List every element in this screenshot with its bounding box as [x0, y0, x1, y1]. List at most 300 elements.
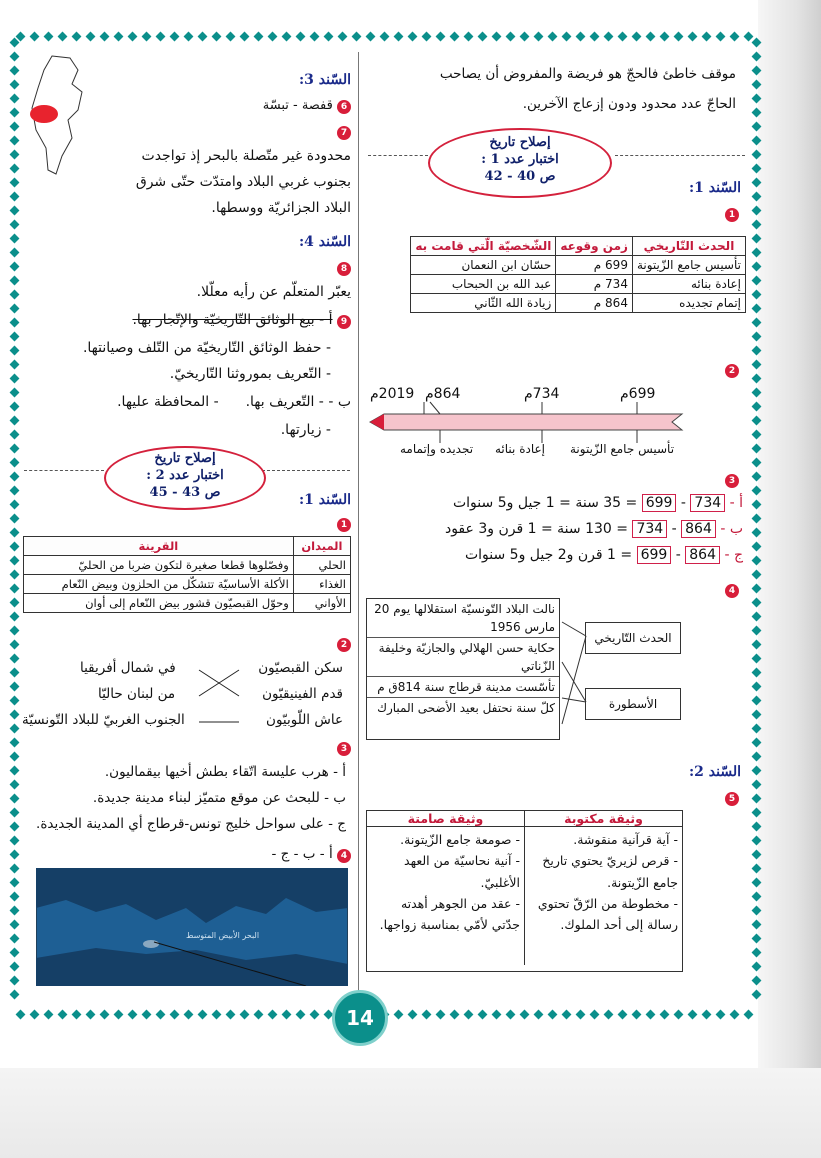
border-diamond: [10, 220, 20, 230]
table-cell: وفصّلوها قطعا صغيرة لتكون ضربا من الحليّ: [24, 556, 294, 575]
question-marker-2b: [337, 636, 351, 652]
border-diamond: [310, 32, 320, 42]
top-border: [14, 30, 759, 44]
calc-value: 734: [690, 494, 725, 512]
item-text: قفصة - تبسّة: [262, 98, 333, 113]
border-diamond: [506, 32, 516, 42]
col-header-event: الحدث التّاريخي: [632, 237, 745, 256]
border-diamond: [268, 1010, 278, 1020]
border-diamond: [10, 990, 20, 1000]
border-diamond: [10, 752, 20, 762]
border-diamond: [282, 32, 292, 42]
question-marker-8: [337, 260, 351, 276]
border-diamond: [744, 1010, 754, 1020]
calc-line-b: ب - 864 - 734 = 130 سنة = 1 قرن و3 عقود: [444, 521, 743, 537]
border-diamond: [338, 32, 348, 42]
border-diamond: [752, 934, 762, 944]
sanad-3-heading: السّند 3:: [298, 72, 351, 88]
border-diamond: [562, 32, 572, 42]
statement-3: تأسّست مدينة قرطاج سنة 814ق م: [367, 677, 559, 698]
border-diamond: [72, 32, 82, 42]
correction-badge-1: [428, 128, 612, 198]
border-diamond: [86, 32, 96, 42]
timeline-label-734: 734م: [524, 386, 560, 402]
border-diamond: [142, 1010, 152, 1020]
mediterranean-map: [36, 868, 348, 986]
border-diamond: [752, 262, 762, 272]
left-border: [8, 36, 22, 1011]
calc-line-c: ج - 864 - 699 = 1 قرن و2 جيل و5 سنوات: [464, 547, 743, 563]
item-text: أ - ب - ج -: [271, 846, 333, 862]
badge-test: اختبار عدد 2 :: [146, 468, 224, 483]
question-marker-1: [725, 206, 739, 222]
border-diamond: [10, 906, 20, 916]
border-diamond: [660, 32, 670, 42]
col-header-silent: وثيقة صامتة: [407, 811, 484, 826]
statement-box: [366, 598, 560, 740]
border-diamond: [752, 206, 762, 216]
border-diamond: [752, 486, 762, 496]
border-diamond: [752, 626, 762, 636]
table-row: [24, 594, 351, 613]
border-diamond: [752, 752, 762, 762]
border-diamond: [604, 1010, 614, 1020]
border-diamond: [10, 374, 20, 384]
question-marker-3b: [337, 740, 351, 756]
item-text: أ - بيع الوثائق التّاريخيّة والإتّجار بها.: [132, 312, 333, 328]
border-diamond: [10, 668, 20, 678]
calc-value: 864: [685, 546, 720, 564]
border-diamond: [716, 32, 726, 42]
border-diamond: [464, 1010, 474, 1020]
border-diamond: [632, 1010, 642, 1020]
border-diamond: [702, 32, 712, 42]
divider-right-2: [615, 155, 745, 156]
border-diamond: [752, 850, 762, 860]
match-right-2: من لبنان حاليّا: [98, 686, 176, 702]
border-diamond: [352, 32, 362, 42]
match-right-3: الجنوب الغربيّ للبلاد التّونسيّة: [22, 712, 185, 728]
border-diamond: [752, 710, 762, 720]
border-diamond: [282, 1010, 292, 1020]
border-diamond: [114, 1010, 124, 1020]
marker-number: 4: [725, 584, 739, 598]
table-cell: الأكلة الأساسيّة تتشكّل من الحلزون وبيض النّعام: [24, 575, 294, 594]
border-diamond: [10, 864, 20, 874]
border-diamond: [10, 304, 20, 314]
list-item: - عقد من الجوهر أهدته جدّتي لأمّي بمناسبة زواجها.: [379, 895, 520, 932]
border-diamond: [646, 32, 656, 42]
border-diamond: [10, 892, 20, 902]
border-diamond: [752, 332, 762, 342]
border-diamond: [366, 32, 376, 42]
border-diamond: [716, 1010, 726, 1020]
list-item: - آية قرآنية منقوشة.: [573, 832, 678, 847]
border-diamond: [752, 612, 762, 622]
calc-result: = 1 قرن و2 جيل و5 سنوات: [464, 547, 633, 563]
border-diamond: [752, 794, 762, 804]
border-diamond: [752, 598, 762, 608]
border-diamond: [752, 304, 762, 314]
border-diamond: [688, 1010, 698, 1020]
border-diamond: [752, 234, 762, 244]
border-diamond: [10, 38, 20, 48]
item-text: - التّعريف بها.: [245, 394, 324, 410]
list-item: - آنية نحاسيّة من العهد الأغلبيّ.: [404, 853, 520, 890]
timeline-event-2: إعادة بنائه: [495, 442, 545, 456]
statement-4: كلّ سنة نحتفل بعيد الأضحى المبارك: [377, 701, 555, 715]
border-diamond: [562, 1010, 572, 1020]
border-diamond: [10, 682, 20, 692]
arrow-line: [562, 622, 586, 636]
border-diamond: [752, 780, 762, 790]
border-diamond: [10, 626, 20, 636]
item-text: - المحافظة عليها.: [117, 394, 219, 410]
sanad-1b-heading: السّند 1:: [298, 492, 351, 508]
border-diamond: [590, 32, 600, 42]
item-9-list-2: - التّعريف بموروثنا التّاريخيّ.: [169, 366, 331, 382]
calc-line-a: أ - 734 - 699 = 35 سنة = 1 جيل و5 سنوات: [452, 495, 743, 511]
border-diamond: [632, 32, 642, 42]
border-diamond: [752, 108, 762, 118]
page-number-badge: 14: [332, 990, 388, 1046]
border-diamond: [310, 1010, 320, 1020]
timeline-label-699: 699م: [620, 386, 656, 402]
list-item: - مخطوطة من الرّقّ تحتوي رسالة إلى أحد الملوك.: [537, 895, 678, 932]
divider-left-1: [24, 470, 104, 471]
border-diamond: [10, 696, 20, 706]
calc-letter: ب -: [720, 521, 743, 537]
divider-left-2: [262, 470, 350, 471]
border-diamond: [226, 32, 236, 42]
border-diamond: [10, 976, 20, 986]
documents-table: [366, 810, 683, 972]
border-diamond: [752, 514, 762, 524]
item-9-a: [132, 312, 351, 329]
border-diamond: [10, 934, 20, 944]
border-diamond: [10, 150, 20, 160]
border-diamond: [752, 640, 762, 650]
border-diamond: [10, 948, 20, 958]
border-diamond: [10, 724, 20, 734]
question-marker-4: [725, 582, 739, 598]
marker-number: 2: [725, 364, 739, 378]
border-diamond: [10, 80, 20, 90]
border-diamond: [10, 584, 20, 594]
border-diamond: [752, 276, 762, 286]
correction-badge-2: [104, 446, 266, 510]
border-diamond: [58, 1010, 68, 1020]
border-diamond: [394, 32, 404, 42]
calc-value: 699: [642, 494, 677, 512]
border-diamond: [752, 500, 762, 510]
list-item: - صومعة جامع الزّيتونة.: [400, 832, 520, 847]
border-diamond: [436, 32, 446, 42]
tunisia-map-icon: [22, 52, 92, 182]
badge-title: إصلاح تاريخ: [489, 135, 551, 150]
table-cell: إعادة بنائه: [632, 275, 745, 294]
border-diamond: [10, 332, 20, 342]
border-diamond: [752, 136, 762, 146]
border-diamond: [30, 1010, 40, 1020]
sanad-4-heading: السّند 4:: [298, 234, 351, 250]
border-diamond: [226, 1010, 236, 1020]
category-event: الحدث التّاريخي: [585, 622, 681, 654]
match-arrows-4: [558, 600, 588, 740]
item-8: يعبّر المتعلّم عن رأيه معلّلا.: [196, 284, 351, 300]
border-diamond: [10, 542, 20, 552]
arrow-line: [562, 698, 586, 702]
border-diamond: [688, 32, 698, 42]
silent-docs: [367, 827, 524, 965]
border-diamond: [730, 1010, 740, 1020]
border-diamond: [520, 1010, 530, 1020]
border-diamond: [212, 32, 222, 42]
border-diamond: [752, 836, 762, 846]
border-diamond: [752, 920, 762, 930]
border-diamond: [170, 1010, 180, 1020]
border-diamond: [58, 32, 68, 42]
border-diamond: [752, 38, 762, 48]
border-diamond: [10, 136, 20, 146]
border-diamond: [534, 32, 544, 42]
border-diamond: [100, 1010, 110, 1020]
border-diamond: [10, 388, 20, 398]
border-diamond: [660, 1010, 670, 1020]
border-diamond: [10, 514, 20, 524]
border-diamond: [752, 584, 762, 594]
border-diamond: [752, 682, 762, 692]
border-diamond: [752, 94, 762, 104]
border-diamond: [752, 248, 762, 258]
marker-number: 8: [337, 262, 351, 276]
item-9-b3: - زيارتها.: [280, 422, 331, 438]
question-marker-7: [337, 124, 351, 140]
border-diamond: [10, 556, 20, 566]
border-diamond: [394, 1010, 404, 1020]
border-diamond: [10, 710, 20, 720]
border-diamond: [534, 1010, 544, 1020]
intro-line-1: موقف خاطئ فالحجّ هو فريضة والمفروض أن يصاحب: [439, 66, 736, 82]
border-diamond: [752, 122, 762, 132]
border-diamond: [10, 640, 20, 650]
table-cell: الغذاء: [293, 575, 350, 594]
border-diamond: [752, 892, 762, 902]
match-left-3: عاش اللّوبيّون: [266, 712, 343, 728]
right-border: [750, 36, 764, 1011]
item-6: [263, 98, 351, 114]
border-diamond: [604, 32, 614, 42]
question-marker-5: [725, 790, 739, 806]
border-diamond: [618, 32, 628, 42]
border-diamond: [752, 808, 762, 818]
border-diamond: [10, 598, 20, 608]
border-diamond: [10, 528, 20, 538]
border-diamond: [30, 32, 40, 42]
documents-header: [367, 811, 682, 827]
item-7-line-3: البلاد الجزائريّة ووسطها.: [211, 200, 351, 216]
border-diamond: [324, 32, 334, 42]
border-diamond: [254, 1010, 264, 1020]
border-diamond: [492, 1010, 502, 1020]
badge-pages: ص 43 - 45: [149, 485, 221, 500]
border-diamond: [254, 32, 264, 42]
table-row: [411, 294, 746, 313]
col-header-domain: الميدان: [293, 537, 350, 556]
map-label: البحر الأبيض المتوسط: [186, 931, 260, 940]
badge-pages: ص 40 - 42: [484, 169, 556, 184]
table-cell: 699 م: [556, 256, 633, 275]
border-diamond: [548, 32, 558, 42]
match-right-1: في شمال أفريقيا: [80, 660, 176, 676]
border-diamond: [752, 976, 762, 986]
border-diamond: [752, 402, 762, 412]
border-diamond: [752, 570, 762, 580]
border-diamond: [10, 290, 20, 300]
table-row: [411, 256, 746, 275]
border-diamond: [184, 1010, 194, 1020]
item-7-line-2: بجنوب غربي البلاد وامتدّت حتّى شرق: [135, 174, 351, 190]
table-cell: حسّان ابن النعمان: [411, 256, 556, 275]
border-diamond: [752, 766, 762, 776]
border-diamond: [752, 430, 762, 440]
col-header-evidence: القرينة: [24, 537, 294, 556]
marker-number: 4: [337, 849, 351, 863]
col-header-person: الشّخصيّة الّتي قامت به: [411, 237, 556, 256]
border-diamond: [10, 808, 20, 818]
timeline-label-864: 864م: [425, 386, 461, 402]
border-diamond: [10, 766, 20, 776]
map-highlight: [143, 940, 159, 948]
col-header-written: وثيقة مكتوبة: [524, 811, 682, 826]
border-diamond: [10, 52, 20, 62]
table-cell: الحلي: [293, 556, 350, 575]
border-diamond: [674, 1010, 684, 1020]
border-diamond: [10, 738, 20, 748]
border-diamond: [72, 1010, 82, 1020]
border-diamond: [752, 556, 762, 566]
border-diamond: [548, 1010, 558, 1020]
border-diamond: [752, 80, 762, 90]
item-3b-c: ج - على سواحل خليج تونس-قرطاج أي المدينة الجديدة.: [36, 816, 346, 832]
marker-number: 9: [337, 315, 351, 329]
border-diamond: [10, 654, 20, 664]
marker-number: 7: [337, 126, 351, 140]
border-diamond: [752, 318, 762, 328]
border-diamond: [128, 32, 138, 42]
border-diamond: [436, 1010, 446, 1020]
timeline-event-1: تأسيس جامع الزّيتونة: [570, 442, 675, 456]
table-cell: الأواني: [293, 594, 350, 613]
border-diamond: [752, 696, 762, 706]
border-diamond: [10, 878, 20, 888]
border-diamond: [10, 836, 20, 846]
border-diamond: [752, 388, 762, 398]
table-cell: زيادة الله الثّاني: [411, 294, 556, 313]
border-diamond: [380, 32, 390, 42]
arrow-line: [562, 662, 586, 702]
border-diamond: [752, 220, 762, 230]
border-diamond: [752, 290, 762, 300]
border-diamond: [10, 430, 20, 440]
border-diamond: [730, 32, 740, 42]
table-cell: تأسيس جامع الزّيتونة: [632, 256, 745, 275]
intro-line-2: الحاجّ عدد محدود ودون إزعاج الآخرين.: [522, 96, 736, 112]
border-diamond: [44, 1010, 54, 1020]
table-row: [24, 556, 351, 575]
border-diamond: [170, 32, 180, 42]
border-diamond: [752, 360, 762, 370]
border-diamond: [100, 32, 110, 42]
border-diamond: [752, 416, 762, 426]
item-3b-a: أ - هرب عليسة اتّقاء بطش أخيها بيقماليون.: [104, 764, 346, 780]
calc-value: 864: [681, 520, 716, 538]
marker-number: 6: [337, 100, 351, 114]
border-diamond: [752, 906, 762, 916]
calc-letter: أ -: [729, 495, 743, 511]
border-diamond: [10, 360, 20, 370]
border-diamond: [674, 32, 684, 42]
arrow-line: [562, 636, 586, 724]
border-diamond: [752, 948, 762, 958]
border-diamond: [10, 500, 20, 510]
border-diamond: [506, 1010, 516, 1020]
border-diamond: [10, 962, 20, 972]
border-diamond: [10, 612, 20, 622]
border-diamond: [752, 178, 762, 188]
match-lines-2: [195, 660, 245, 730]
border-diamond: [10, 262, 20, 272]
border-diamond: [646, 1010, 656, 1020]
border-diamond: [576, 32, 586, 42]
badge-test: اختبار عدد 1 :: [481, 152, 559, 167]
border-diamond: [296, 32, 306, 42]
border-diamond: [752, 864, 762, 874]
border-diamond: [10, 122, 20, 132]
border-diamond: [618, 1010, 628, 1020]
border-diamond: [478, 1010, 488, 1020]
tick-864: [430, 402, 440, 414]
column-divider: [358, 52, 359, 997]
divider-right-1: [368, 155, 428, 156]
border-diamond: [422, 1010, 432, 1020]
border-diamond: [752, 724, 762, 734]
border-diamond: [10, 822, 20, 832]
border-diamond: [752, 192, 762, 202]
table-cell: إتمام تجديده: [632, 294, 745, 313]
table-cell: عبد الله بن الحبحاب: [411, 275, 556, 294]
border-diamond: [184, 32, 194, 42]
timeline-arrowhead: [370, 414, 384, 430]
border-diamond: [268, 32, 278, 42]
border-diamond: [752, 822, 762, 832]
border-diamond: [752, 990, 762, 1000]
border-diamond: [408, 1010, 418, 1020]
item-9-list-1: - حفظ الوثائق التّاريخيّة من التّلف وصيانتها.: [82, 340, 331, 356]
table-cell: وحوّل القبصيّون قشور بيض النّعام إلى أوان: [24, 594, 294, 613]
border-diamond: [422, 32, 432, 42]
item-4b: [271, 846, 351, 863]
evidence-table: [23, 536, 351, 613]
border-diamond: [408, 32, 418, 42]
border-diamond: [752, 542, 762, 552]
border-diamond: [10, 920, 20, 930]
border-diamond: [752, 444, 762, 454]
border-diamond: [10, 850, 20, 860]
question-marker-1b: [337, 516, 351, 532]
border-diamond: [10, 318, 20, 328]
marker-number: 1: [725, 208, 739, 222]
